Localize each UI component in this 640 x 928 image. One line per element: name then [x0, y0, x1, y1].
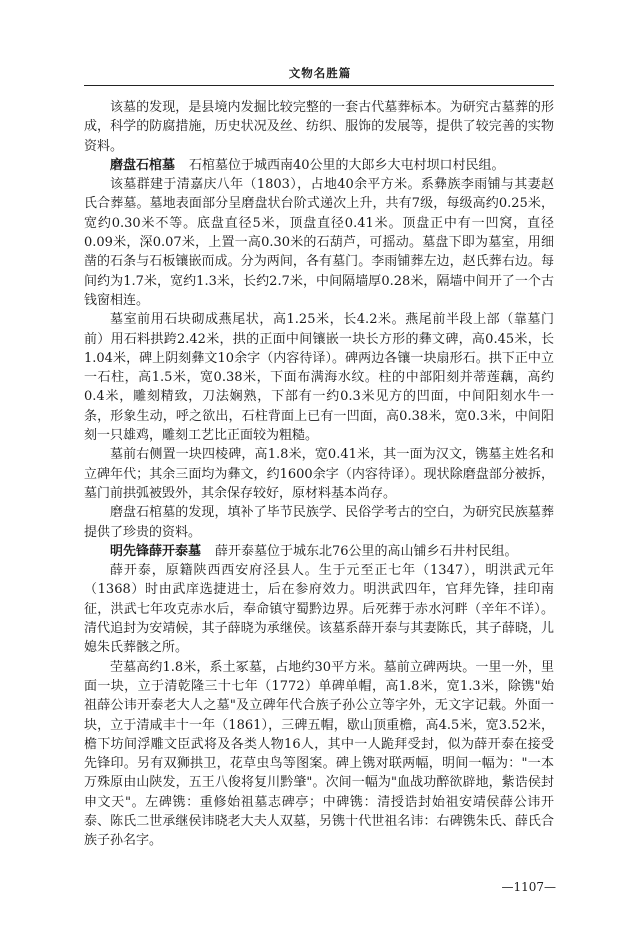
paragraph-text: 石棺墓位于城西南40公里的大郎乡大屯村坝口村民组。	[189, 157, 505, 173]
paragraph	[84, 658, 554, 851]
page-number: —1107—	[501, 880, 556, 894]
paragraph	[84, 175, 554, 310]
article-body	[84, 98, 554, 851]
section-heading: 磨盘石棺墓	[110, 157, 176, 173]
paragraph	[84, 310, 554, 445]
paragraph	[84, 503, 554, 542]
paragraph-text: 该墓群建于清嘉庆八年（1803），占地40余平方米。系彝族李雨铺与其妻赵氏合葬墓。墓地表面部分呈磨盘状台阶式递次上升，共有7级，每级高约0.25米，宽约0.30米不等。底盘直径5米，顶盘直径0.41米。顶盘正中有一凹窝，直径0.09米，深0.07米，上置一高0.30米的石葫芦，可摇动。墓盘下即为墓室，用细凿的石条与石板镶嵌而成。分为两间，各有墓门。李雨铺葬左边，赵氏葬右边。每间约为1.7米，宽约1.3米，长约2.7米，中间隔墙厚0.28米，隔墙中间开了一个古钱窗相连。	[84, 177, 554, 308]
paragraph-text: 墓室前用石块砌成燕尾状，高1.25米，长4.2米。燕尾前半段上部（靠墓门前）用石料拱跨2.42米，拱的正面中间镶嵌一块长方形的彝文碑，高0.45米，长1.04米，碑上阴刻彝文10余字（内容待译）。碑两边各镶一块扇形石。拱下正中立一石柱，高1.5米，宽0.38米，下面布满海水纹。柱的中部阳刻并蒂莲藕，高约0.4米，雕刻精致，刀法娴熟，下部有一约0.3米见方的凹面，中间阳刻水牛一条，形象生动，呼之欲出，石柱背面上已有一凹面，高0.38米，宽0.3米，中间阳刻一只雄鸡，雕刻工艺比正面较为粗糙。	[84, 312, 554, 444]
paragraph-text: 茔墓高约1.8米，系土冢墓，占地约30平方米。墓前立碑两块。一里一外，里面一块，立于清乾隆三十七年（1772）单碑单帽，高1.8米，宽1.3米，除镌"始祖薛公讳开泰老大人之墓"及立碑年代合族子孙公立等字外，无文字记载。外面一块，立于清咸丰十一年（1861），三碑五帽，歇山顶重檐，高4.5米，宽3.52米，檐下坊间浮雕文臣武将及各类人物16人，其中一人跪拜受封，似为薛开泰在接受先锋印。另有双狮拱卫，花草虫鸟等图案。碑上镌对联两幅，明间一幅为："一本万殊原由山陕发，五王八俊将复川黔肇"。次间一幅为"血战功醉欲辟地，紫诰侯封申文天"。左碑镌：重修始祖墓志碑亭；中碑镌：清授诰封始祖安靖侯薛公讳开泰、陈氏二世承继侯讳晓老大夫人双墓，另镌十代世祖名讳：右碑镌朱氏、薛氏合族子孙名字。	[84, 659, 554, 849]
header-rule	[84, 85, 554, 86]
paragraph	[84, 156, 554, 175]
paragraph	[84, 445, 554, 503]
running-header: 文物名胜篇	[288, 66, 352, 80]
paragraph-text: 薛开泰，原籍陕西西安府泾县人。生于元至正七年（1347），明洪武元年（1368）时由武庠选捷进士，后在参府效力。明洪武四年，官拜先锋，挂印南征，洪武七年攻克赤水后，奉命镇守蜀黔边界。后死葬于赤水河畔（辛年不详）。清代追封为安靖候，其子薛晓为承继侯。该墓系薛开泰与其妻陈氏，其子薛晓，儿媳朱氏葬骸之所。	[84, 563, 554, 656]
paragraph-text: 磨盘石棺墓的发现，填补了毕节民族学、民俗学考古的空白，为研究民族墓葬提供了珍贵的资料。	[84, 505, 554, 540]
paragraph-text: 该墓的发现，是县境内发掘比较完整的一套古代墓葬标本。为研究古墓葬的形成，科学的防腐措施，历史状况及丝、纺织、服饰的发展等，提供了较完善的实物资料。	[84, 100, 554, 154]
section-heading: 明先锋薛开泰墓	[110, 543, 202, 559]
paragraph	[84, 98, 554, 156]
paragraph-text: 薛开泰墓位于城东北76公里的高山铺乡石井村民组。	[215, 543, 518, 559]
paragraph	[84, 542, 554, 561]
paragraph-text: 墓前右侧置一块四棱碑，高1.8米，宽0.41米，其一面为汉文，镌墓主姓名和立碑年代；其余三面均为彝文，约1600余字（内容待译）。现状除磨盘部分被拆，墓门前拱弧被毁外，其余保存较好，原材料基本尚存。	[84, 447, 554, 501]
paragraph	[84, 561, 554, 657]
